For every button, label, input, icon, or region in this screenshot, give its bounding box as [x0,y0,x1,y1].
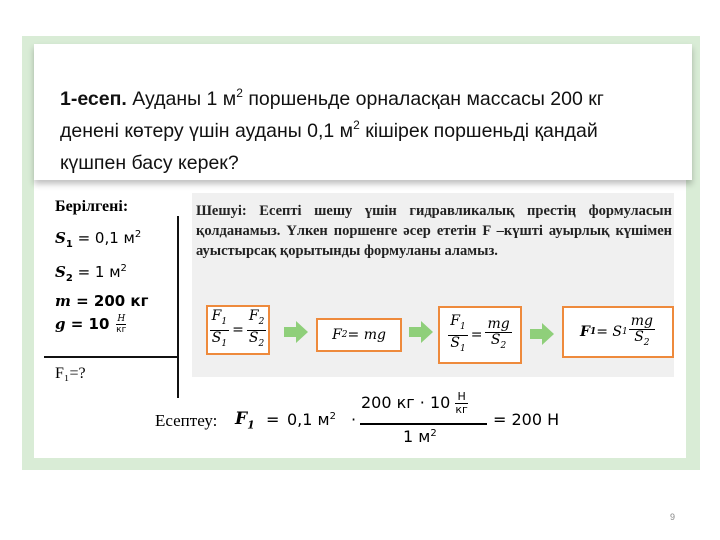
calculation-multiply: · [351,410,357,429]
calculation-label: Есептеу: [155,411,218,430]
problem-statement: 1-есеп. Ауданы 1 $м^2$ поршеньде орналасқан массасы 200 кг денені көтеру үшін ауданы 0,1 $м^2$ кішірек поршеньді қандай күшпен басу керек? [60,86,604,174]
given-divider-vertical [177,216,179,398]
calculation [155,383,615,453]
gravity-unit-fraction: $\frac{Н}{кг}$ [116,314,127,335]
find-quantity: F₁=? [55,365,86,382]
page-number: 9 [670,512,676,522]
calculation-denominator: 1 $м^2$ [403,427,437,446]
arrow-right-icon [409,321,433,343]
arrow-right-icon [284,321,308,343]
given-title: Берілгені: [55,198,129,215]
calculation-fraction-bar [360,423,487,425]
given-gravity: g = 10 $\frac{Н}{кг}$ [55,314,127,335]
calculation-lhs: $F_1$ [235,409,255,432]
formula-box-substituted: $\frac{F_1}{S_1}$ = $\frac{mg}{S_2}$ [438,306,522,364]
given-divider-horizontal [44,356,178,358]
given-mass: m = 200 кг [55,292,149,310]
calculation-equals: = [266,410,280,429]
given-s2: $S_2 = 1$ $м^2$ [55,263,127,284]
arrow-right-icon [530,323,554,345]
formula-box-result: F 1 = S 1 $\frac{mg}{S_2}$ [562,306,674,358]
calculation-area: 0,1 $м^2$ [287,410,336,429]
given-s1: $S_1 = 0,1$ $м^2$ [55,229,142,250]
calculation-numerator: 200 кг · 10 $\frac{Н}{кг}$ [361,390,468,416]
problem-label: 1-есеп. [60,88,127,110]
formula-box-weight: F 2 = mg [316,318,402,352]
formula-box-pascal: $\frac{F_1}{S_1}$ = $\frac{F_2}{S_2}$ [206,305,270,355]
calculation-result: = 200 Н [493,410,560,429]
solution-text: Шешуі: Есепті шешу үшін гидравликалық престің формуласын қолданамыз. Үлкен поршенге әсер ететін F –күшті ауырлық күшімен ауыстырсақ қорытынды формуланы аламыз. [196,203,672,259]
